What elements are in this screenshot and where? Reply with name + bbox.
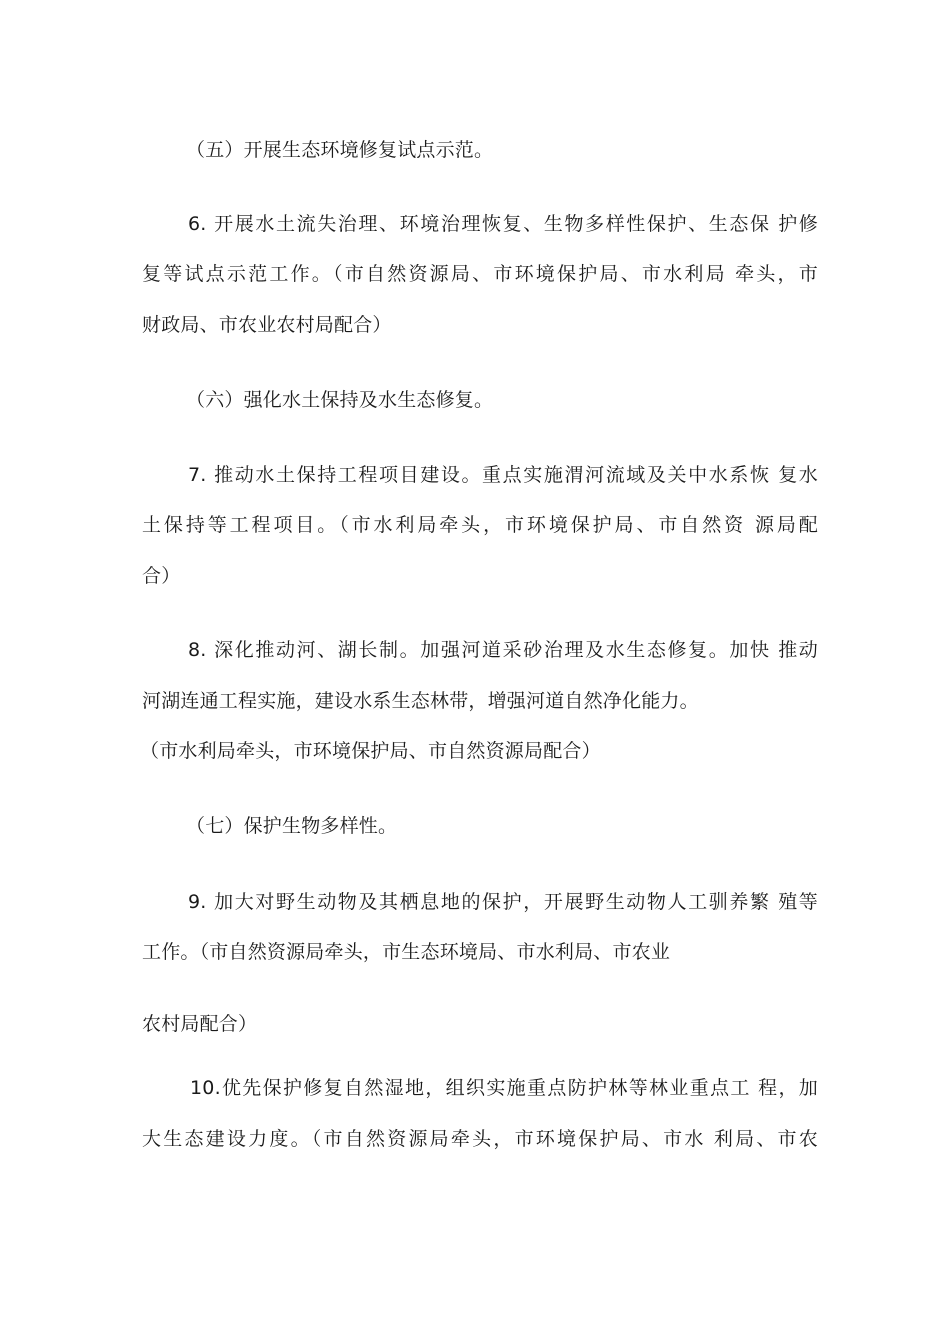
item-8-line-2: 河湖连通工程实施，建设水系生态林带，增强河道自然净化能力。 bbox=[142, 690, 699, 712]
item-8-line-3: （市水利局牵头，市环境保护局、市自然资源局配合） bbox=[140, 740, 601, 762]
section-heading-7: （七）保护生物多样性。 bbox=[186, 815, 398, 837]
item-10-line-1: 10.优先保护修复自然湿地，组织实施重点防护林等林业重点工 程，加 bbox=[190, 1077, 818, 1099]
item-6-line-1: 6. 开展水土流失治理、环境治理恢复、生物多样性保护、生态保 护修 bbox=[188, 213, 818, 235]
item-10-line-2: 大生态建设力度。（市自然资源局牵头，市环境保护局、市水 利局、市农 bbox=[142, 1128, 818, 1150]
item-9-line-2: 工作。（市自然资源局牵头，市生态环境局、市水利局、市农业 bbox=[142, 941, 671, 963]
section-heading-6: （六）强化水土保持及水生态修复。 bbox=[186, 389, 494, 411]
item-6-line-3: 财政局、市农业农村局配合） bbox=[142, 314, 392, 336]
item-7-line-2: 土保持等工程项目。（市水利局牵头，市环境保护局、市自然资 源局配 bbox=[142, 514, 818, 536]
section-heading-5: （五）开展生态环境修复试点示范。 bbox=[186, 139, 494, 161]
item-6-line-2: 复等试点示范工作。（市自然资源局、市环境保护局、市水利局 牵头，市 bbox=[142, 263, 818, 285]
item-7-line-3: 合） bbox=[142, 565, 181, 587]
item-8-line-1: 8. 深化推动河、湖长制。加强河道采砂治理及水生态修复。加快 推动 bbox=[188, 639, 818, 661]
item-9-line-3: 农村局配合） bbox=[142, 1013, 258, 1035]
item-7-line-1: 7. 推动水土保持工程项目建设。重点实施渭河流域及关中水系恢 复水 bbox=[188, 464, 818, 486]
item-9-line-1: 9. 加大对野生动物及其栖息地的保护，开展野生动物人工驯养繁 殖等 bbox=[188, 891, 818, 913]
